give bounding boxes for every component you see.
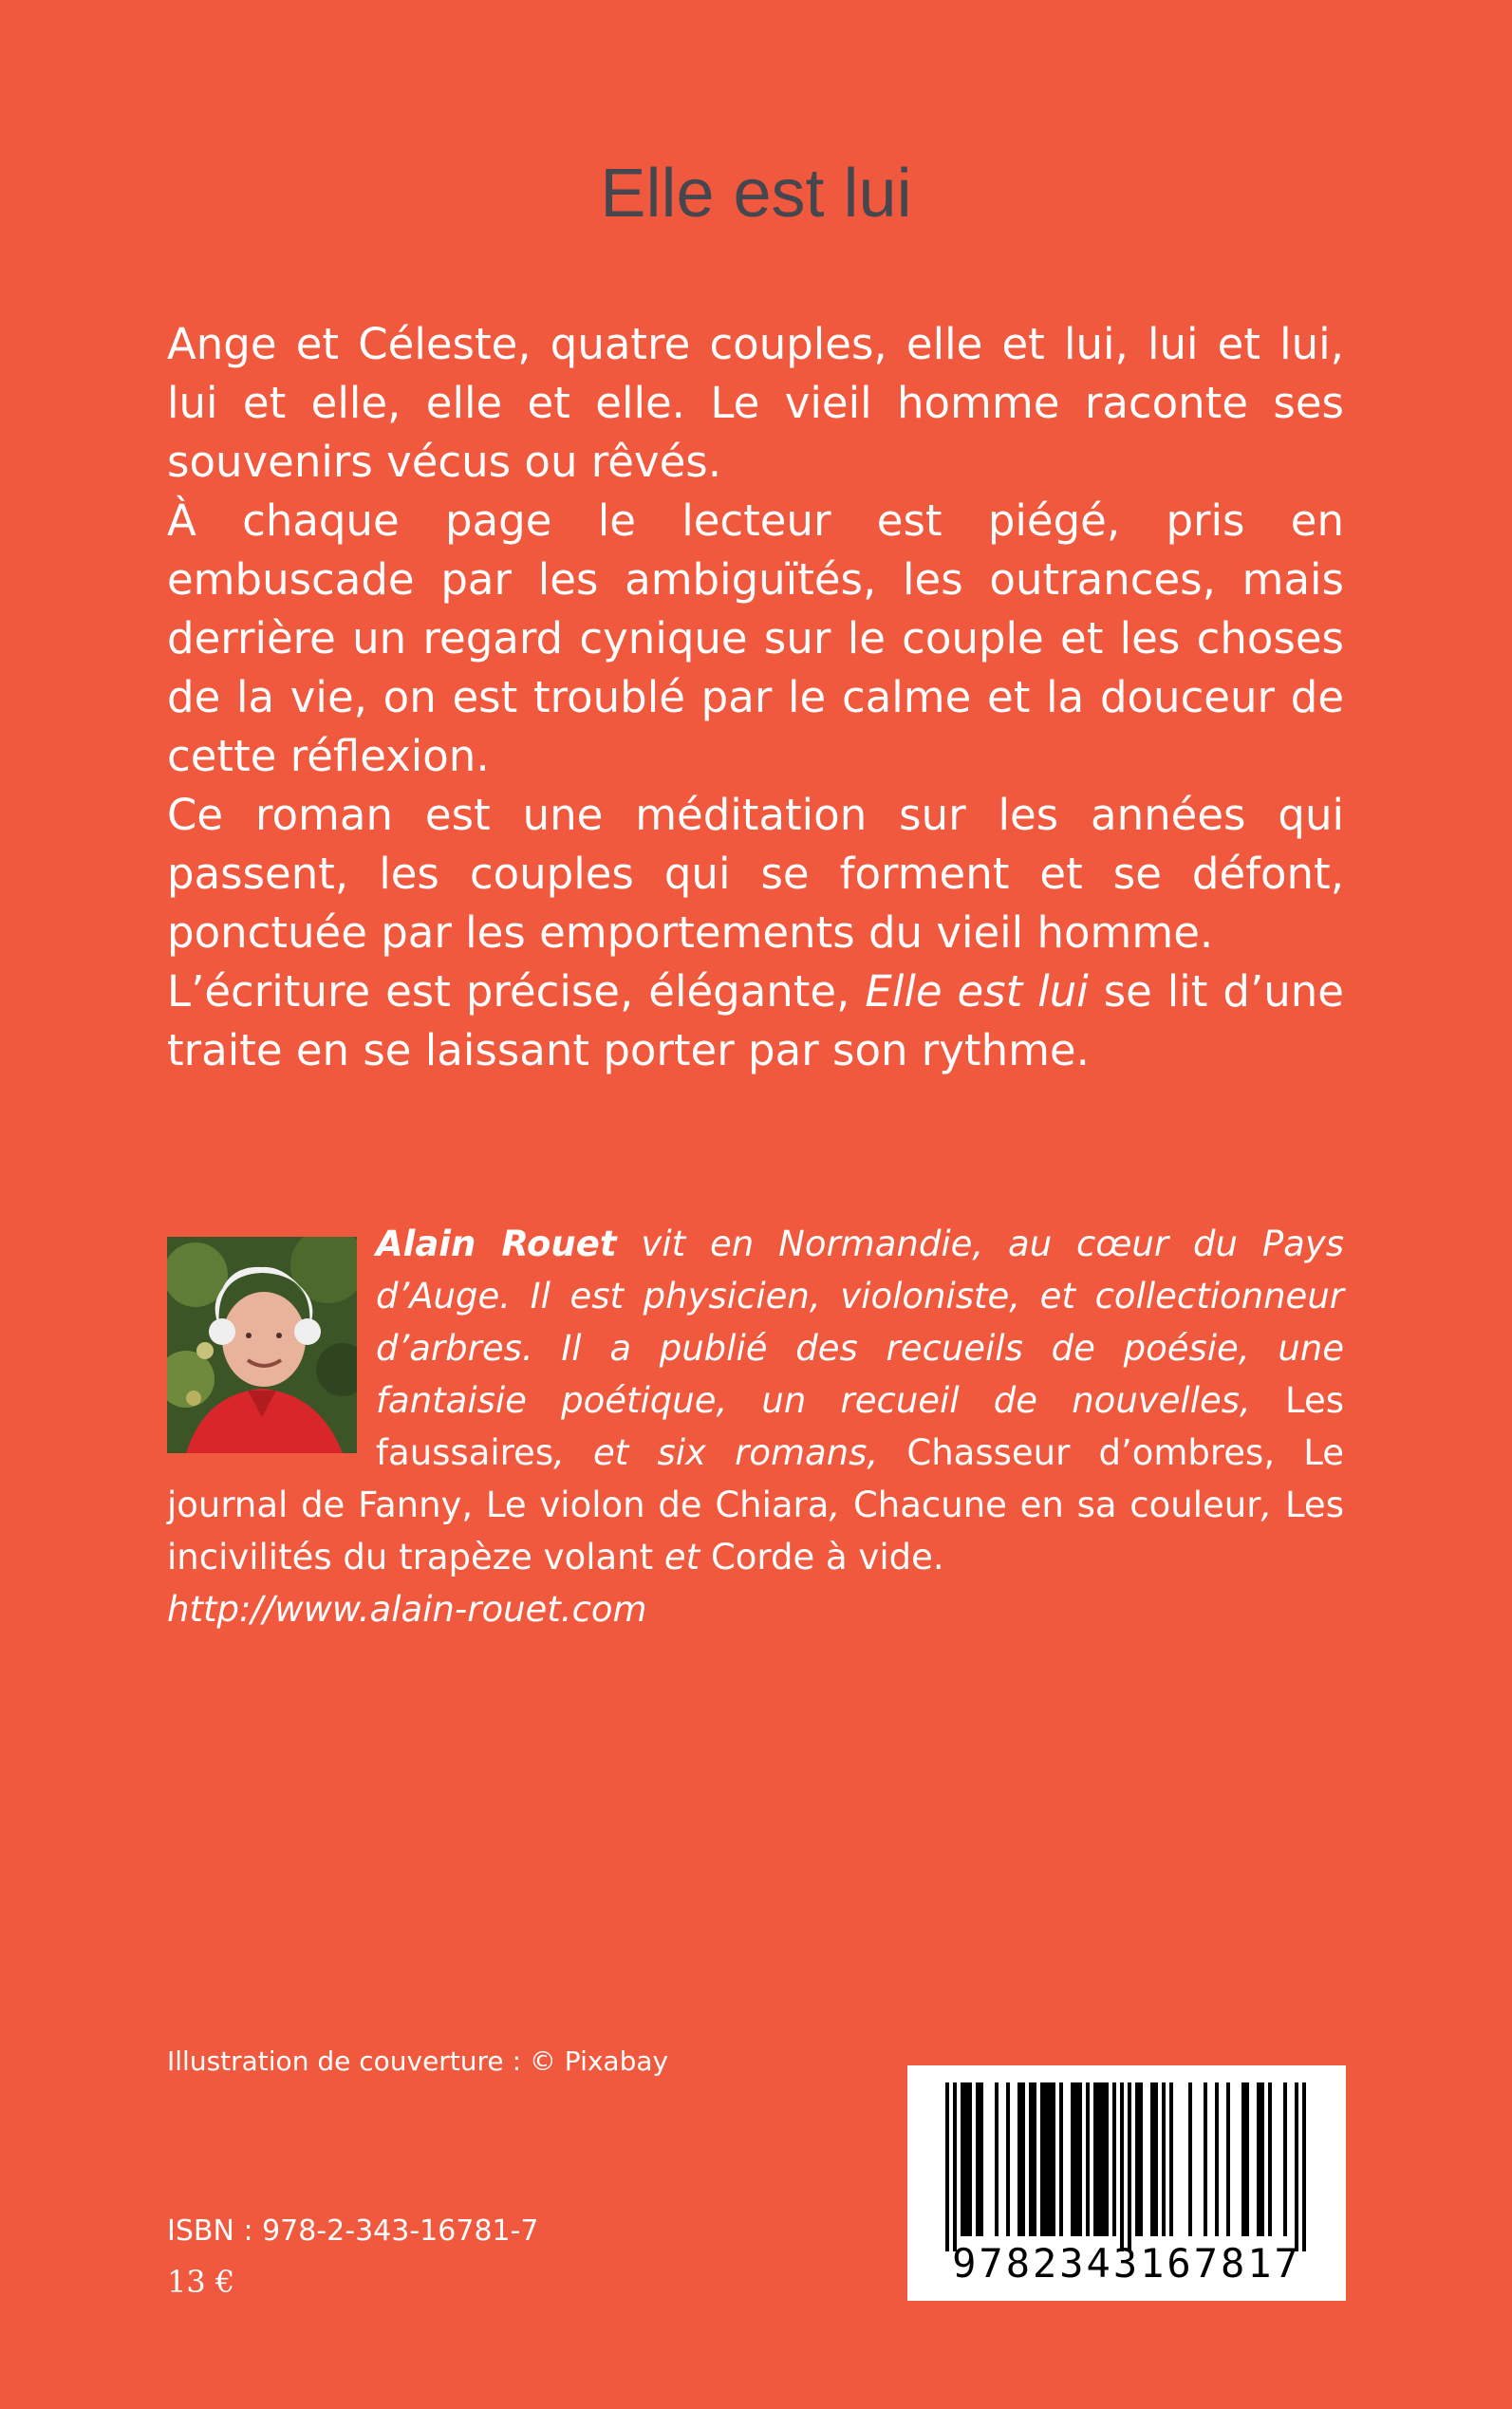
blurb-text: se lit d’une traite en se laissant porter par son rythme. [167, 966, 1344, 1075]
bio-book-title: Chasseur d’ombres, Le journal de Fanny, Le violon de Chiara [167, 1432, 1344, 1525]
author-photo [167, 1237, 357, 1453]
barcode-bar [1128, 2082, 1131, 2251]
bio-book-title: Les incivilités du trapèze volant [167, 1485, 1344, 1578]
barcode-bar [1135, 2082, 1139, 2236]
barcode-bar [968, 2082, 972, 2236]
bio-text: vit en Normandie, au cœur du Pays d’Auge. Il est physicien, violoniste, et collectionneur d’arbres. Il a publié des recueils de poésie, une fantaisie poétique, un recueil de nouvelles, [376, 1223, 1344, 1421]
barcode-bar [1241, 2082, 1245, 2236]
barcode-bar [1139, 2082, 1143, 2236]
barcode-bar [1086, 2082, 1090, 2236]
bio-text: , et six romans, [553, 1432, 907, 1473]
barcode-bar [1150, 2082, 1154, 2236]
barcode-bar [1074, 2082, 1078, 2236]
barcode-bar [1283, 2082, 1287, 2236]
barcode-bar [1112, 2082, 1116, 2236]
price: 13 € [167, 2264, 235, 2300]
barcode-bar [1017, 2082, 1021, 2236]
blurb-paragraph-4 [167, 962, 1344, 1080]
barcode-bar [1029, 2082, 1033, 2236]
bio-text: , [829, 1485, 853, 1525]
barcode-bar [1048, 2082, 1052, 2236]
barcode-bar [1257, 2082, 1260, 2236]
barcode-bar [1006, 2082, 1010, 2236]
barcode [907, 2065, 1346, 2301]
bio-text: , [1260, 1485, 1285, 1525]
blurb [167, 315, 1344, 1080]
barcode-bar [961, 2082, 964, 2236]
barcode-bar [995, 2082, 999, 2236]
bio-text: et [653, 1537, 711, 1578]
barcode-bar [1059, 2082, 1063, 2236]
barcode-bar [976, 2082, 980, 2236]
barcode-bar [1097, 2082, 1101, 2236]
barcode-bar [1302, 2082, 1306, 2251]
blurb-book-title: Elle est lui [865, 966, 1089, 1017]
barcode-bar [1052, 2082, 1055, 2236]
barcode-bar [945, 2082, 949, 2251]
barcode-bar [1154, 2082, 1158, 2236]
barcode-bar [1120, 2082, 1124, 2251]
barcode-bar [1215, 2082, 1219, 2236]
barcode-bar [1078, 2082, 1082, 2236]
barcode-bar [1162, 2082, 1166, 2236]
cover-credit: Illustration de couverture : © Pixabay [167, 2045, 669, 2077]
barcode-bar [1295, 2082, 1298, 2251]
bio-book-title: Corde à vide. [710, 1537, 944, 1578]
barcode-digits: 9782343167817 [952, 2240, 1301, 2287]
barcode-bar [1033, 2082, 1036, 2236]
bio-book-title: Les faussaires [376, 1380, 1344, 1473]
barcode-bar [953, 2082, 957, 2251]
blurb-paragraph-3: Ce roman est une méditation sur les années qui passent, les couples qui se forment et se défont, ponctuée par les emportements du vieil homme. [167, 790, 1344, 958]
barcode-bar [1245, 2082, 1249, 2236]
barcode-bar [1260, 2082, 1264, 2236]
author-website: http://www.alain-rouet.com [167, 1589, 647, 1630]
barcode-bar [1021, 2082, 1025, 2236]
barcode-bar [1226, 2082, 1230, 2236]
barcode-bar [1040, 2082, 1044, 2236]
author-portrait [167, 1237, 357, 1453]
author-name: Alain Rouet [376, 1223, 617, 1264]
barcode-bar [1093, 2082, 1097, 2236]
barcode-bar [1071, 2082, 1074, 2236]
barcode-bar [1105, 2082, 1109, 2236]
barcode-bar [1268, 2082, 1272, 2236]
barcode-bar [1044, 2082, 1048, 2236]
barcode-bar [964, 2082, 968, 2236]
blurb-paragraph-2: À chaque page le lecteur est piégé, pris en embuscade par les ambiguïtés, les outrances, mais derrière un regard cynique sur le couple et les choses de la vie, on est troublé par le calme et la douceur de cette réflexion. [167, 495, 1344, 781]
barcode-bar [1188, 2082, 1192, 2236]
book-title: Elle est lui [600, 156, 912, 232]
bio-book-title: Chacune en sa couleur [852, 1485, 1261, 1525]
barcode-bar [1169, 2082, 1173, 2236]
blurb-text: L’écriture est précise, élégante, [167, 966, 866, 1017]
blurb-paragraph-1: Ange et Céleste, quatre couples, elle et lui, lui et lui, lui et elle, elle et elle. Le vieil homme raconte ses souvenirs vécus ou rêvés. [167, 319, 1344, 487]
barcode-bar [1204, 2082, 1207, 2236]
barcode-bar [1101, 2082, 1105, 2236]
isbn: ISBN : 978-2-343-16781-7 [167, 2214, 539, 2248]
barcode-bar [980, 2082, 983, 2236]
